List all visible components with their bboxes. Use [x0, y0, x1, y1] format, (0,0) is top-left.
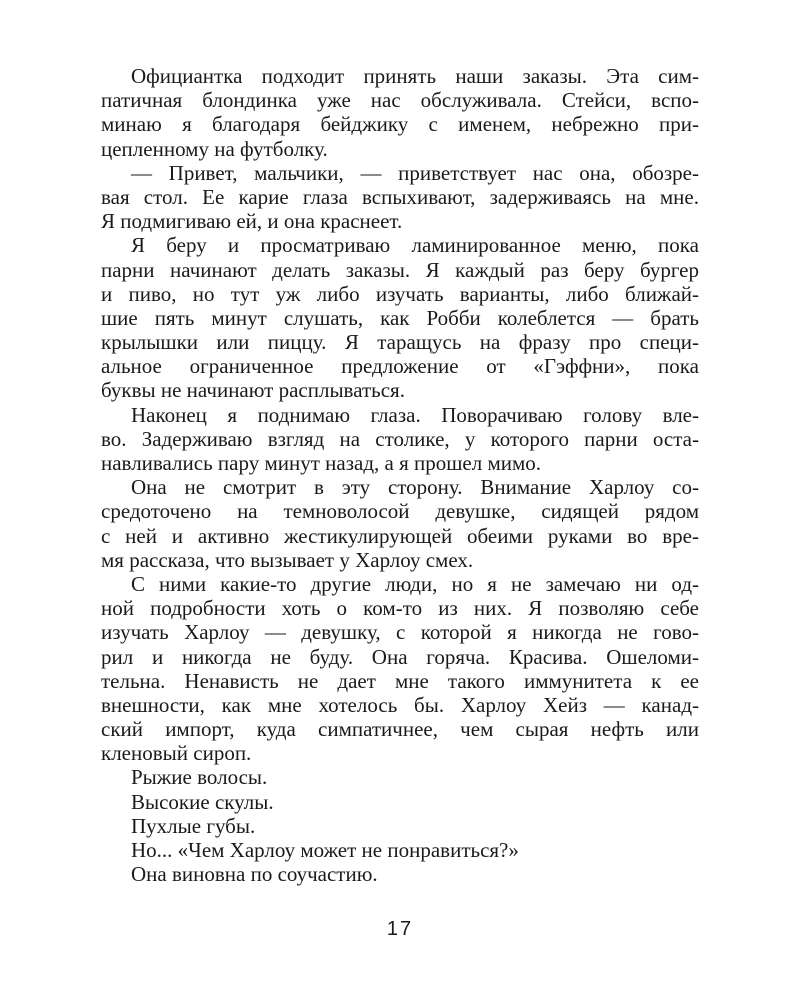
text-line: буквы не начинают расплываться. — [101, 378, 405, 403]
text-line: Но... «Чем Харлоу может не понравиться?» — [131, 838, 519, 862]
text-line: крылышки или пиццу. Я таращусь на фразу про специ- — [101, 330, 699, 355]
paragraph — [101, 838, 699, 862]
text-line: Пухлые губы. — [131, 813, 256, 838]
text-line: ной подробности хоть о ком-то из них. Я позволяю себе — [101, 596, 699, 621]
text-line: — Привет, мальчики, — приветствует нас она, обозре- — [131, 160, 699, 185]
text-line: мя рассказа, что вызывает у Харлоу смех. — [101, 547, 474, 572]
paragraph — [101, 790, 699, 814]
text-line: патичная блондинка уже нас обслуживала. Стейси, вспо- — [101, 88, 699, 113]
text-line: Она виновна по соучастию. — [131, 862, 378, 887]
text-line: средоточено на темноволосой девушке, сидящей рядом — [101, 499, 699, 524]
text-line: Наконец я поднимаю глаза. Поворачиваю голову вле- — [131, 402, 699, 427]
paragraph — [101, 475, 699, 572]
text-line: Она не смотрит в эту сторону. Внимание Харлоу со- — [131, 475, 699, 500]
text-line: с ней и активно жестикулирующей обеими руками во вре- — [101, 523, 699, 548]
text-line: ский импорт, куда симпатичнее, чем сырая нефть или — [101, 717, 699, 742]
paragraph — [101, 862, 699, 886]
paragraph — [101, 403, 699, 476]
text-line: шие пять минут слушать, как Робби колеблется — брать — [101, 305, 699, 330]
text-line: парни начинают делать заказы. Я каждый раз беру бургер — [101, 257, 699, 282]
text-line: и пиво, но тут уж либо изучать варианты, либо ближай- — [101, 281, 699, 306]
text-line: цепленному на футболку. — [101, 136, 328, 161]
text-line: Официантка подходит принять наши заказы. Эта сим- — [131, 64, 699, 88]
text-line: альное ограниченное предложение от «Гэффни», пока — [101, 354, 699, 379]
text-line: во. Задерживаю взгляд на столике, у которого парни оста- — [101, 426, 699, 451]
text-line: минаю я благодаря бейджику с именем, небрежно при- — [101, 112, 699, 137]
text-line: Высокие скулы. — [131, 789, 274, 814]
text-line: внешности, как мне хотелось бы. Харлоу Хейз — канад- — [101, 692, 699, 717]
text-line: навливались пару минут назад, а я прошел мимо. — [101, 451, 542, 475]
text-line: рил и никогда не буду. Она горяча. Красива. Ошеломи- — [101, 644, 699, 669]
text-line: Я беру и просматриваю ламинированное меню, пока — [131, 233, 699, 258]
text-line: С ними какие-то другие люди, но я не замечаю ни од- — [131, 571, 699, 596]
paragraph — [101, 64, 699, 161]
text-line: изучать Харлоу — девушку, с которой я никогда не гово- — [101, 620, 699, 645]
book-page-text — [101, 64, 699, 886]
text-line: вая стол. Ее карие глаза вспыхивают, задерживаясь на мне. — [101, 184, 699, 209]
text-line: Я подмигиваю ей, и она краснеет. — [101, 209, 403, 234]
text-line: кленовый сироп. — [101, 741, 252, 766]
paragraph — [101, 572, 699, 766]
paragraph — [101, 765, 699, 789]
page-number: 17 — [386, 918, 414, 940]
paragraph — [101, 233, 699, 402]
text-line: тельна. Ненависть не дает мне такого иммунитета к ее — [101, 668, 699, 693]
paragraph — [101, 814, 699, 838]
text-line: Рыжие волосы. — [131, 765, 268, 790]
paragraph — [101, 161, 699, 234]
